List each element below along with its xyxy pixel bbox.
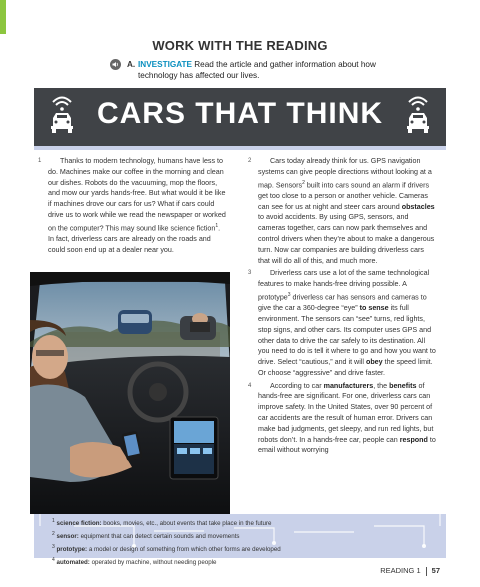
paragraph-number: 2 xyxy=(248,158,252,164)
paragraph-number: 3 xyxy=(248,270,252,277)
footnote-number: 1 xyxy=(52,518,55,524)
vocabulary-word: manufacturers xyxy=(323,381,374,390)
paragraph-text: Thanks to modern technology, humans have less to do. Machines make our coffee in the morning and clean our dishes. Robots do the vacuuming, mop the floors, and mow our yards hands-free. But what would it be like if machines drove our cars for us? What if cars could drive us to work while we read the newspaper or worked on the computer? This may sound like science fiction xyxy=(48,157,226,233)
vocabulary-word: obstacles xyxy=(401,202,435,211)
footnote-term: prototype: xyxy=(56,546,88,554)
paragraph-text: of hands-free are significant. For one, driverless cars can improve safety. In the United States, over 90 percent of car accidents are the result of human error. Drivers can make bad judgments, get sleepy, and run red lights, but robots don’t. In a hands-free car, people can xyxy=(258,381,434,444)
section-title: WORK WITH THE READING xyxy=(152,38,328,53)
paragraph-text: Cars today already think for us. GPS navigation systems can give people directions without looking at a map. Sensors xyxy=(258,157,432,189)
driverless-car-photo xyxy=(30,272,230,514)
page-footer xyxy=(380,566,440,576)
footnote-definition: operated by machine, without needing people xyxy=(89,559,217,567)
audio-icon[interactable] xyxy=(110,59,121,70)
footnote xyxy=(52,542,442,555)
paragraph-text: . In fact, driverless cars are already on the roads and could soon end up at a dealer near you. xyxy=(48,224,221,254)
footnote-ref: 1 xyxy=(215,222,219,229)
paragraph-1 xyxy=(38,156,226,256)
banner-title: CARS THAT THINK xyxy=(96,97,384,130)
paragraph-text: According to car xyxy=(270,381,324,390)
footer-divider xyxy=(426,567,427,576)
task-instruction xyxy=(138,59,398,81)
task-text: Read the article and gather information about how technology has affected our lives. xyxy=(138,60,376,80)
paragraph-text: built into cars sound an alarm if drivers get too close to a person or another vehicle. Cameras can see for us at night and steer cars around xyxy=(258,180,430,211)
vocabulary-word: to sense xyxy=(359,304,389,313)
paragraph-number: 4 xyxy=(248,382,252,389)
footnote-definition: books, movies, etc., about events that take place in the future xyxy=(101,520,272,528)
footer-label: READING 1 xyxy=(380,566,421,575)
paragraph-text: , the xyxy=(373,381,390,390)
article-column-right xyxy=(248,156,436,456)
footnotes xyxy=(52,516,442,568)
paragraph-number: 1 xyxy=(38,158,42,164)
paragraph-3 xyxy=(248,268,436,378)
footnote-number: 2 xyxy=(52,531,55,538)
footnote-ref: 3 xyxy=(287,291,291,298)
page-number: 57 xyxy=(431,566,440,575)
footnote-definition: a model or design of something from which other forms are developed xyxy=(87,546,281,554)
green-tab-marker xyxy=(0,0,6,34)
footnote-term: science fiction: xyxy=(56,520,102,528)
footnote-term: automated: xyxy=(56,559,90,567)
paragraph-text: its full environment. The sensors can “see” turns, red lights, stop signs, and other cars. Its computer uses GPS and other data to drive the car safely to its destination. All you need to do is tell it where to go and how you want to drive. Select “cautious,” and it will xyxy=(258,304,436,367)
paragraph-text: the speed limit. Or choose “aggressive” and drive faster. xyxy=(258,358,433,377)
paragraph-text: Driverless cars use a lot of the same technological features to make hands-free driving possible. A prototype xyxy=(258,269,430,302)
vocabulary-word: obey xyxy=(365,358,383,367)
paragraph-text: to avoid accidents. By using GPS, sensors, and cameras together, cars can now park themselves and control drivers when they’re about to make a dangerous turn. Now car companies are building driverless cars that will do all of this, and much more. xyxy=(258,213,435,265)
footnote-definition: equipment that can detect certain sounds and movements xyxy=(78,533,240,541)
footnote-term: sensor: xyxy=(56,533,79,541)
task-heading: INVESTIGATE xyxy=(138,60,192,69)
vocabulary-word: respond xyxy=(399,435,428,444)
task-letter: A. xyxy=(127,60,136,69)
footnote-number: 4 xyxy=(52,557,55,564)
paragraph-4 xyxy=(248,381,436,457)
vocabulary-word: benefits xyxy=(389,381,417,390)
article-column-left xyxy=(38,156,226,256)
footnote xyxy=(52,516,442,529)
footnote-number: 3 xyxy=(52,544,55,551)
title-banner xyxy=(34,88,446,146)
footnote-ref: 2 xyxy=(302,179,305,186)
paragraph-text: to email without worrying xyxy=(258,435,436,455)
footnote xyxy=(52,529,442,542)
paragraph-2 xyxy=(248,156,436,266)
connected-car-icon xyxy=(402,96,434,136)
paragraph-text: driverless car has sensors and cameras to give the car a 360-degree “eye” xyxy=(258,293,427,313)
